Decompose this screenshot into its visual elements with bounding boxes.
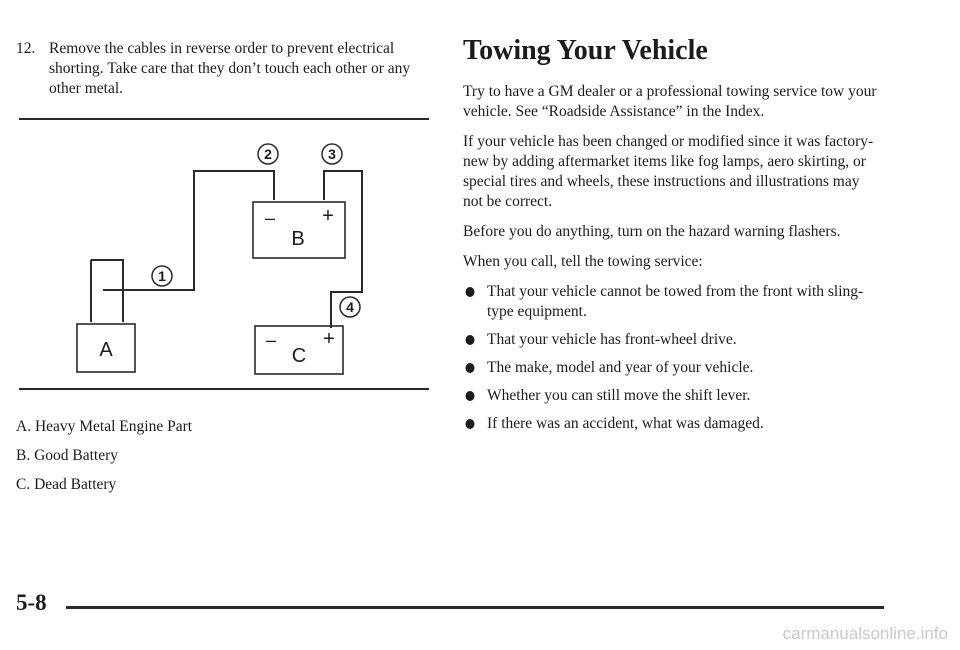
bullet-icon (464, 418, 476, 430)
page-number: 5-8 (16, 590, 47, 615)
list-item (463, 414, 883, 434)
battery-b-plus: + (322, 205, 334, 227)
watermark: carmanualsonline.info (782, 624, 948, 643)
step-number: 12. (16, 40, 36, 57)
cable-3-4 (324, 171, 362, 328)
callout-2: 2 (264, 146, 272, 162)
bullet-icon (464, 362, 476, 374)
paragraph-intro: Try to have a GM dealer or a professional towing service tow your vehicle. See “Roadside Assistance” in the Index. (463, 83, 877, 120)
bullet-icon (464, 390, 476, 402)
diagram-legend (16, 417, 192, 504)
legend-item-b: B. Good Battery (16, 447, 119, 464)
list-item-text: That your vehicle cannot be towed from the front with sling-type equipment. (487, 283, 864, 320)
footer-rule (66, 606, 884, 609)
callout-3: 3 (328, 146, 336, 162)
battery-c-label: C (291, 345, 307, 367)
cable-1 (103, 171, 274, 290)
section-title: Towing Your Vehicle (463, 35, 708, 66)
bullet-icon (464, 334, 476, 346)
battery-b-label: B (291, 228, 305, 250)
list-item-text: The make, model and year of your vehicle. (487, 359, 754, 376)
paragraph-modified: If your vehicle has been changed or modified since it was factory-new by adding aftermarket items like fog lamps, aero skirting, or special tires and wheels, these instructions and illustrations may not be correct. (463, 133, 874, 210)
list-item (463, 358, 883, 378)
callout-4: 4 (346, 299, 354, 315)
legend-item-a: A. Heavy Metal Engine Part (16, 418, 193, 435)
list-item (463, 386, 883, 406)
towing-info-list (463, 282, 883, 434)
list-item-text: Whether you can still move the shift lever. (487, 387, 751, 404)
list-item (463, 282, 883, 322)
instruction-step-12 (16, 39, 411, 99)
paragraph-hazard: Before you do anything, turn on the hazard warning flashers. (463, 223, 841, 240)
list-item-text: That your vehicle has front-wheel drive. (487, 331, 737, 348)
towing-section-body (463, 82, 883, 442)
bullet-icon (464, 286, 476, 298)
engine-part-a-label: A (99, 339, 113, 361)
battery-c-minus: – (265, 330, 277, 350)
step-text: Remove the cables in reverse order to prevent electrical shorting. Take care that they don’t touch each other or any other metal. (49, 40, 411, 97)
battery-c-plus: + (323, 328, 335, 350)
legend-item-c: C. Dead Battery (16, 476, 117, 493)
list-item (463, 330, 883, 350)
callout-1: 1 (158, 268, 166, 284)
jump-start-diagram (19, 118, 429, 390)
paragraph-call: When you call, tell the towing service: (463, 253, 703, 270)
list-item-text: If there was an accident, what was damaged. (487, 415, 764, 432)
battery-b-minus: – (264, 208, 276, 228)
